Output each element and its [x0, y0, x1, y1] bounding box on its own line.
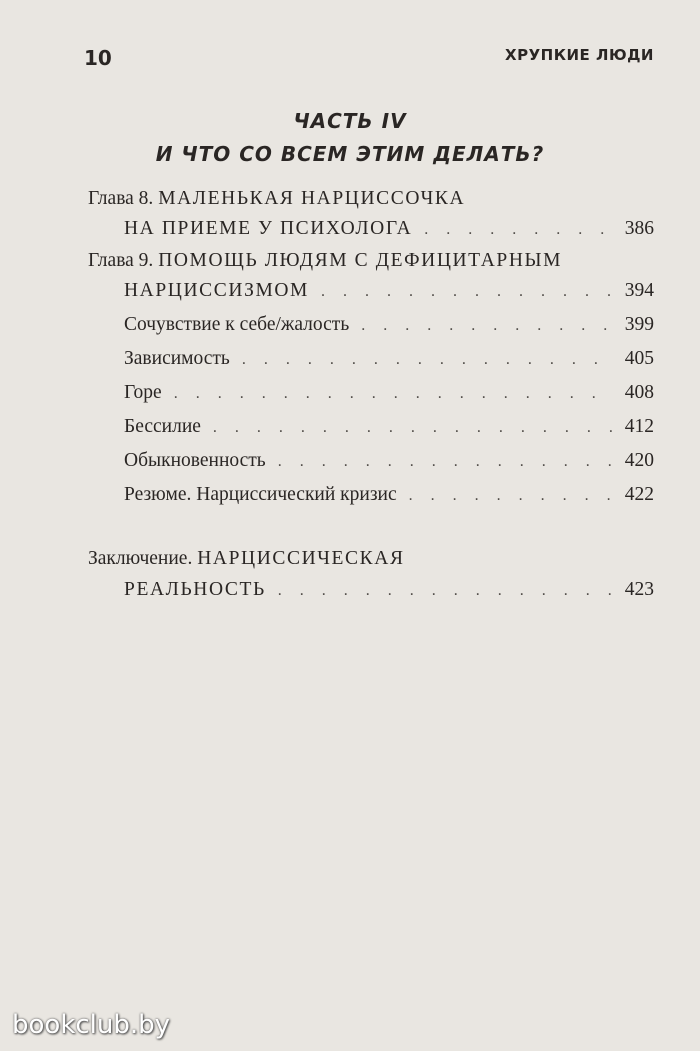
toc-entry-chapter-9-line2 [124, 280, 654, 310]
section-title: Бессилие [124, 416, 201, 437]
part-title: И ЧТО СО ВСЕМ ЭТИМ ДЕЛАТЬ? [155, 142, 545, 166]
toc-section [124, 450, 654, 480]
running-head: ХРУПКИЕ ЛЮДИ [505, 46, 654, 64]
toc-section [124, 314, 654, 344]
chapter-title: МАЛЕНЬКАЯ НАРЦИССОЧКА [158, 188, 466, 209]
chapter-title: ПОМОЩЬ ЛЮДЯМ С ДЕФИЦИТАРНЫМ [158, 250, 563, 271]
page-ref: 420 [624, 450, 654, 471]
page-ref: 399 [624, 314, 654, 335]
section-title: Обыкновенность [124, 450, 266, 471]
dot-leader [278, 453, 612, 471]
dot-leader [424, 221, 612, 239]
dot-leader [213, 419, 612, 437]
section-title: Резюме. Нарциссический кризис [124, 484, 397, 505]
section-title: Горе [124, 382, 162, 403]
dot-leader [278, 582, 612, 600]
dot-leader [174, 385, 612, 403]
toc-entry-chapter-9-line1 [88, 250, 654, 280]
page-number: 10 [84, 46, 112, 70]
conclusion-title-cont: РЕАЛЬНОСТЬ [124, 579, 266, 600]
toc-section [124, 382, 654, 412]
page-ref: 394 [624, 280, 654, 301]
watermark-logo: bookclub.by [12, 1010, 171, 1040]
toc-entry-chapter-8-line1 [88, 188, 654, 218]
chapter-prefix: Глава 9. [88, 250, 154, 271]
page-ref: 422 [624, 484, 654, 505]
part-heading [0, 105, 700, 171]
dot-leader [242, 351, 612, 369]
page-ref: 412 [624, 416, 654, 437]
page-ref: 423 [624, 579, 654, 600]
toc-section [124, 416, 654, 446]
part-label: ЧАСТЬ IV [293, 109, 407, 133]
chapter-title-cont: НАРЦИССИЗМОМ [124, 280, 309, 301]
page-ref: 408 [624, 382, 654, 403]
section-title: Зависимость [124, 348, 230, 369]
page-ref: 405 [624, 348, 654, 369]
chapter-prefix: Глава 8. [88, 188, 154, 209]
section-title: Сочувствие к себе/жалость [124, 314, 350, 335]
dot-leader [409, 487, 612, 505]
chapter-title-cont: НА ПРИЕМЕ У ПСИХОЛОГА [124, 218, 413, 239]
dot-leader [321, 283, 612, 301]
dot-leader [361, 317, 612, 335]
toc-section [124, 348, 654, 378]
toc-section [124, 484, 654, 514]
toc-entry-conclusion-line1 [88, 548, 654, 578]
toc-entry-conclusion-line2 [124, 579, 654, 609]
toc-entry-chapter-8-line2 [124, 218, 654, 248]
conclusion-title: НАРЦИССИЧЕСКАЯ [197, 548, 405, 569]
conclusion-prefix: Заключение. [88, 548, 193, 569]
page-ref: 386 [624, 218, 654, 239]
